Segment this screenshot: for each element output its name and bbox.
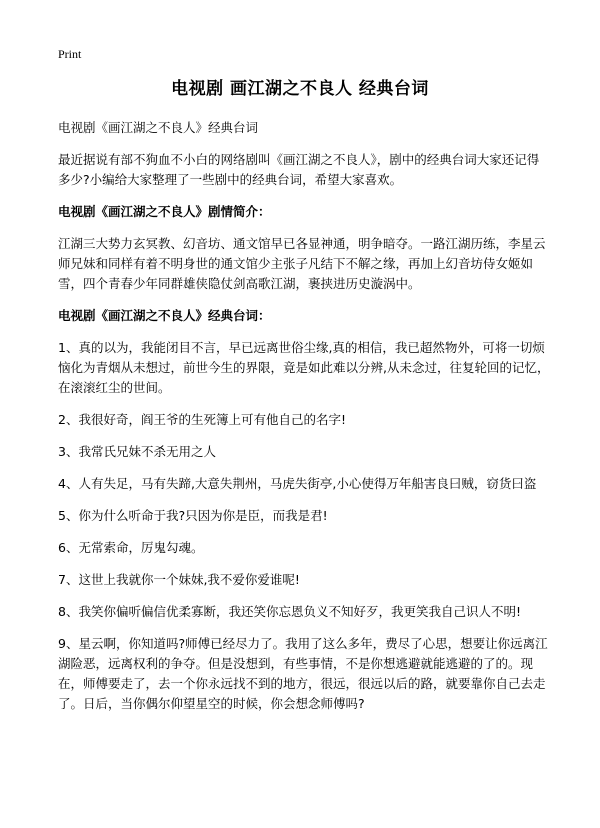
intro-paragraph: 最近据说有部不狗血不小白的网络剧叫《画江湖之不良人》，剧中的经典台词大家还记得多少?小编给大家整理了一些剧中的经典台词，希望大家喜欢。	[58, 152, 540, 187]
quotes-list	[58, 338, 550, 714]
quote-item: 8、我笑你偏听偏信优柔寡断，我还笑你忘恩负义不知好歹，我更笑我自己识人不明!	[58, 604, 521, 619]
quote-item: 5、你为什么听命于我?只因为你是臣，而我是君!	[58, 508, 328, 523]
quote-item: 2、我很好奇，阎王爷的生死簿上可有他自己的名字!	[58, 412, 346, 427]
article-subtitle: 电视剧《画江湖之不良人》经典台词	[58, 120, 259, 135]
synopsis-paragraph: 江湖三大势力玄冥教、幻音坊、通文馆早已各显神通，明争暗夺。一路江湖历练，李星云师兄妹和同样有着不明身世的通文馆少主张子凡结下不解之缘，再加上幻音坊侍女姬如雪，四个青春少年同群雄侠隐仗剑高歌江湖，裹挟进历史漩涡中。	[58, 236, 546, 291]
quote-item: 4、人有失足，马有失蹄,大意失荆州，马虎失街亭,小心使得万年船害良曰贼，窃货曰盗	[58, 476, 537, 491]
quote-item: 1、真的以为，我能闭目不言，早已远离世俗尘缘,真的相信，我已超然物外，可将一切烦恼化为青烟从未想过，前世今生的界限，竟是如此难以分辨,从未念过，往复轮回的记忆，在滚滚红尘的世间。	[58, 340, 550, 395]
article-content	[58, 118, 550, 726]
print-link[interactable]: Print	[58, 47, 82, 61]
quote-item: 7、这世上我就你一个妹妹,我不爱你爱谁呢!	[58, 572, 300, 587]
quote-item: 3、我常氏兄妹不杀无用之人	[58, 444, 216, 459]
quotes-heading: 电视剧《画江湖之不良人》经典台词：	[58, 308, 271, 323]
synopsis-heading: 电视剧《画江湖之不良人》剧情简介：	[58, 204, 271, 219]
quote-item: 6、无常索命，厉鬼勾魂。	[58, 540, 204, 555]
quote-item: 9、星云啊，你知道吗?师傅已经尽力了。我用了这么多年，费尽了心思，想要让你远离江湖险恶，远离权利的争夺。但是没想到，有些事情，不是你想逃避就能逃避的了的。现在，师傅要走了，去一个你永远找不到的地方，很远，很远以后的路，就要靠你自己去走了。日后，当你偶尔仰望星空的时候，你会想念师傅吗?	[58, 636, 548, 711]
page-title: 电视剧 画江湖之不良人 经典台词	[171, 79, 429, 99]
